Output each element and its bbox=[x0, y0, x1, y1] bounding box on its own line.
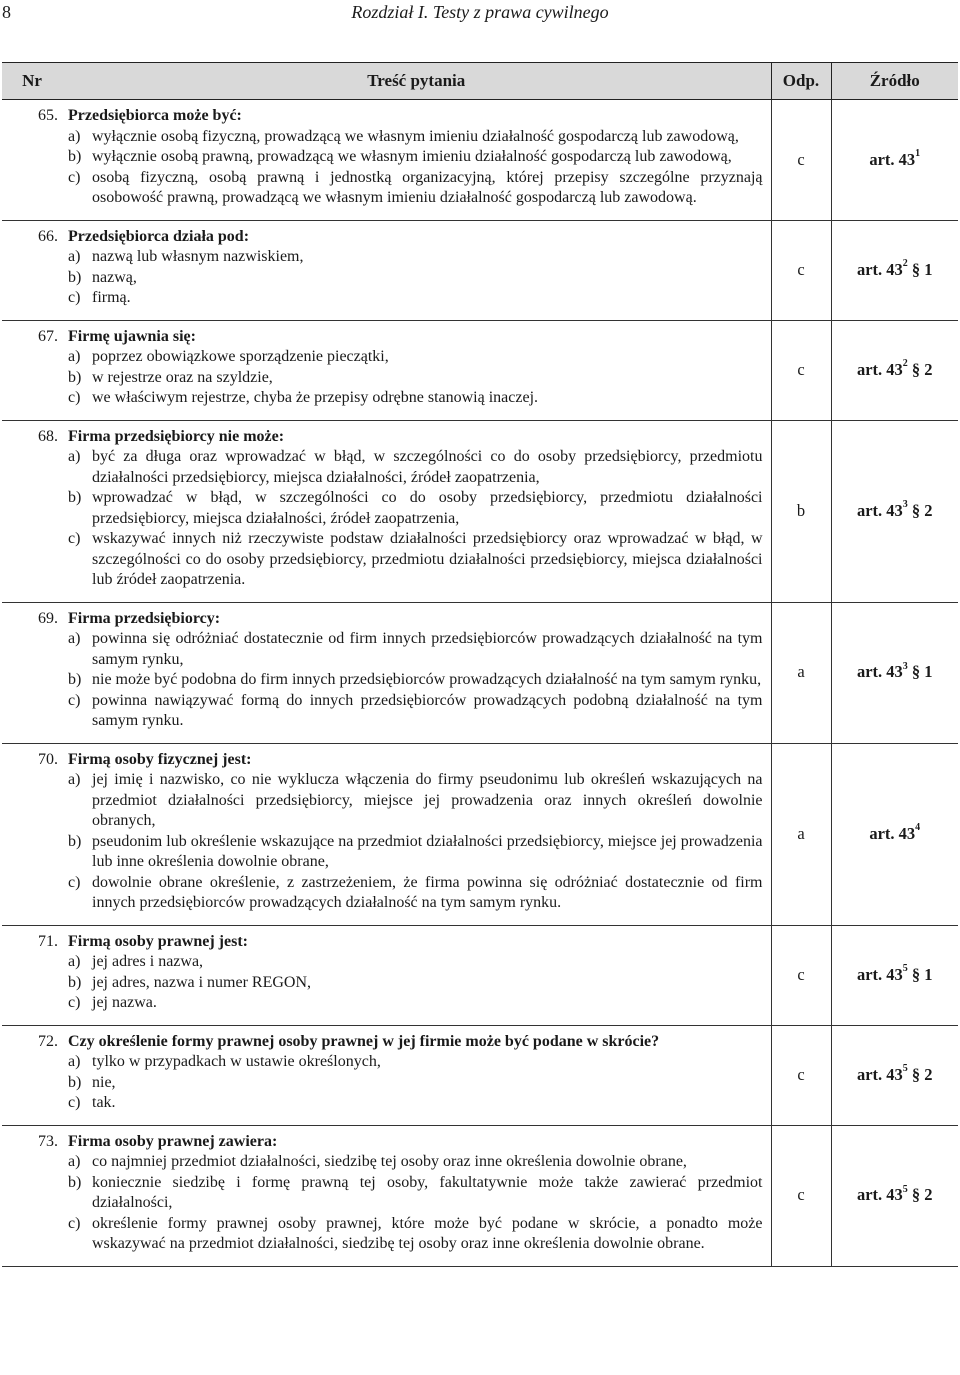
answer-option bbox=[68, 670, 763, 691]
option-text: co najmniej przedmiot działalności, siedzibę tej osoby oraz inne określenia dowolnie obrane, bbox=[92, 1153, 687, 1170]
question-text: Przedsiębiorca działa pod: bbox=[68, 227, 250, 245]
questions-table bbox=[2, 62, 958, 1267]
option-text: w rejestrze oraz na szyldzie, bbox=[92, 368, 273, 386]
source-superscript: 5 bbox=[902, 963, 908, 975]
option-text: poprzez obowiązkowe sporządzenie pieczątki, bbox=[92, 348, 389, 365]
table-row bbox=[2, 420, 958, 602]
option-text: koniecznie siedzibę i formę prawną tej osoby, fakultatywnie może także zawierać przedmiot działalności, bbox=[92, 1173, 763, 1211]
option-text: dowolnie obrane określenie, z zastrzeżeniem, że firma powinna się odróżniać dostatecznie od firm innych przedsiębiorców prowadzących działalność na tym samym rynku. bbox=[92, 873, 763, 911]
correct-answer: a bbox=[771, 743, 831, 925]
table-row bbox=[2, 220, 958, 320]
option-text: jej imię i nazwisko, co nie wyklucza włączenia do firmy pseudonimu lub określeń wskazujących na przedmiot działalności przedsiębiorcy, miejsce jej prowadzenia oraz innych określeń dowolnie obranych, bbox=[92, 771, 763, 829]
option-text: wskazywać innych niż rzeczywiste podstaw działalności przedsiębiorcy oraz wprowadzać w błąd, w szczególności co do osoby przedsiębiorcy, przedmiotu działalności przedsiębiorcy, miejsca działalności lub źródeł zaopatrzenia. bbox=[92, 530, 763, 588]
source-paragraph: § 1 bbox=[907, 259, 933, 279]
option-text: osobą fizyczną, osobą prawną i jednostką organizacyjną, której przepisy szczególne przyznają osobowość prawną, prowadzącą we własnym imieniu działalność gospodarczą lub zawodową. bbox=[92, 168, 763, 206]
source-article: art. 43 bbox=[856, 1064, 903, 1084]
header-question: Treść pytania bbox=[62, 63, 771, 100]
answer-option bbox=[68, 1052, 763, 1073]
option-letter: a) bbox=[68, 348, 81, 365]
correct-answer: b bbox=[771, 420, 831, 602]
answer-option bbox=[68, 488, 763, 529]
question-number: 71. bbox=[2, 925, 62, 1025]
option-letter: c) bbox=[68, 1214, 81, 1232]
option-text: określenie formy prawnej osoby prawnej, które może być podane w skrócie, a ponadto może wskazywać na przedmiot działalności, siedzibę tej osoby oraz inne określenia dowolnie obrane. bbox=[92, 1214, 763, 1252]
page-number: 8 bbox=[2, 2, 11, 22]
option-letter: a) bbox=[68, 1053, 81, 1070]
answer-option bbox=[68, 629, 763, 670]
question-number: 73. bbox=[2, 1125, 62, 1266]
option-letter: b) bbox=[68, 268, 82, 286]
correct-answer: c bbox=[771, 100, 831, 221]
table-row bbox=[2, 320, 958, 420]
option-text: nazwą, bbox=[92, 268, 137, 286]
question-content bbox=[62, 1025, 771, 1125]
answer-option bbox=[68, 1073, 763, 1094]
source-superscript: 2 bbox=[902, 358, 908, 370]
source-paragraph: § 2 bbox=[907, 1064, 933, 1084]
option-text: we właściwym rejestrze, chyba że przepisy odrębne stanowią inaczej. bbox=[92, 389, 539, 406]
answer-option bbox=[68, 529, 763, 591]
table-row bbox=[2, 602, 958, 743]
legal-source bbox=[831, 220, 958, 320]
legal-source bbox=[831, 320, 958, 420]
question-number: 66. bbox=[2, 220, 62, 320]
table-row bbox=[2, 743, 958, 925]
correct-answer: c bbox=[771, 220, 831, 320]
correct-answer: c bbox=[771, 1125, 831, 1266]
source-article: art. 43 bbox=[869, 149, 916, 169]
question-text: Firmą osoby prawnej jest: bbox=[68, 932, 248, 950]
header-source: Źródło bbox=[831, 63, 958, 100]
source-article: art. 43 bbox=[856, 359, 903, 379]
option-text: firmą. bbox=[92, 289, 131, 306]
question-text: Firma przedsiębiorcy nie może: bbox=[68, 427, 285, 445]
correct-answer: a bbox=[771, 602, 831, 743]
option-letter: b) bbox=[68, 832, 82, 850]
source-paragraph: § 2 bbox=[907, 1185, 933, 1205]
option-letter: c) bbox=[68, 168, 81, 186]
answer-option bbox=[68, 347, 763, 368]
answer-option bbox=[68, 1093, 763, 1114]
option-letter: c) bbox=[68, 873, 81, 891]
option-text: wyłącznie osobą fizyczną, prowadzącą we własnym imieniu działalność gospodarczą lub zawodową, bbox=[92, 127, 739, 145]
option-letter: a) bbox=[68, 248, 81, 265]
legal-source bbox=[831, 100, 958, 221]
answer-option bbox=[68, 1214, 763, 1255]
source-superscript: 1 bbox=[915, 148, 921, 159]
option-letter: a) bbox=[68, 771, 81, 788]
source-superscript: 2 bbox=[902, 258, 908, 270]
table-header-row bbox=[2, 63, 958, 100]
correct-answer: c bbox=[771, 1025, 831, 1125]
option-text: nie, bbox=[92, 1073, 116, 1091]
answer-option bbox=[68, 388, 763, 409]
legal-source bbox=[831, 1025, 958, 1125]
legal-source bbox=[831, 1125, 958, 1266]
question-text: Firmę ujawnia się: bbox=[68, 327, 196, 345]
table-row bbox=[2, 100, 958, 221]
answer-option bbox=[68, 1152, 763, 1173]
question-content bbox=[62, 100, 771, 221]
option-letter: b) bbox=[68, 489, 82, 506]
option-letter: c) bbox=[68, 1094, 81, 1111]
source-article: art. 43 bbox=[869, 823, 916, 843]
question-number: 68. bbox=[2, 420, 62, 602]
answer-option bbox=[68, 832, 763, 873]
answer-option bbox=[68, 1173, 763, 1214]
option-text: wprowadzać w błąd, w szczególności co do osoby przedsiębiorcy, przedmiotu działalności przedsiębiorcy, miejsca działalności, źródeł zaopatrzenia, bbox=[92, 489, 763, 527]
option-text: nazwą lub własnym nazwiskiem, bbox=[92, 248, 304, 265]
source-paragraph: § 2 bbox=[907, 500, 933, 520]
questions-body bbox=[2, 100, 958, 1267]
answer-option bbox=[68, 770, 763, 832]
source-article: art. 43 bbox=[856, 1185, 903, 1205]
option-letter: b) bbox=[68, 671, 82, 688]
source-paragraph: § 2 bbox=[907, 359, 933, 379]
option-text: powinna nawiązywać formą do innych przedsiębiorców prowadzących podobną działalność na tym samym rynku. bbox=[92, 691, 763, 729]
option-letter: c) bbox=[68, 289, 81, 306]
correct-answer: c bbox=[771, 320, 831, 420]
option-letter: a) bbox=[68, 953, 81, 970]
question-number: 65. bbox=[2, 100, 62, 221]
question-number: 72. bbox=[2, 1025, 62, 1125]
running-head bbox=[0, 0, 960, 30]
header-nr: Nr bbox=[2, 63, 62, 100]
legal-source bbox=[831, 602, 958, 743]
chapter-title: Rozdział I. Testy z prawa cywilnego bbox=[351, 2, 609, 22]
table-row bbox=[2, 1125, 958, 1266]
question-text: Firma osoby prawnej zawiera: bbox=[68, 1132, 278, 1150]
option-text: jej adres, nazwa i numer REGON, bbox=[92, 973, 312, 991]
question-content bbox=[62, 320, 771, 420]
question-text: Firmą osoby fizycznej jest: bbox=[68, 750, 252, 768]
source-superscript: 3 bbox=[902, 660, 908, 672]
question-number: 70. bbox=[2, 743, 62, 925]
correct-answer: c bbox=[771, 925, 831, 1025]
option-letter: c) bbox=[68, 691, 81, 709]
question-content bbox=[62, 220, 771, 320]
option-letter: b) bbox=[68, 368, 82, 386]
option-letter: b) bbox=[68, 1073, 82, 1091]
legal-source bbox=[831, 420, 958, 602]
option-text: jej nazwa. bbox=[92, 994, 157, 1011]
source-article: art. 43 bbox=[856, 259, 903, 279]
answer-option bbox=[68, 247, 763, 268]
answer-option bbox=[68, 993, 763, 1014]
question-number: 67. bbox=[2, 320, 62, 420]
source-superscript: 5 bbox=[902, 1063, 908, 1075]
table-row bbox=[2, 925, 958, 1025]
option-text: tylko w przypadkach w ustawie określonych, bbox=[92, 1053, 381, 1070]
option-text: jej adres i nazwa, bbox=[92, 953, 204, 970]
answer-option bbox=[68, 127, 763, 148]
option-letter: a) bbox=[68, 630, 81, 647]
answer-option bbox=[68, 288, 763, 309]
answer-option bbox=[68, 691, 763, 732]
option-letter: a) bbox=[68, 1153, 81, 1170]
source-article: art. 43 bbox=[856, 964, 903, 984]
option-text: tak. bbox=[92, 1094, 116, 1111]
answer-option bbox=[68, 268, 763, 289]
option-text: pseudonim lub określenie wskazujące na przedmiot działalności przedsiębiorcy, miejsce jej prowadzenia lub inne określenia dowolnie obrane, bbox=[92, 832, 763, 870]
answer-option bbox=[68, 168, 763, 209]
option-text: wyłącznie osobą prawną, prowadzącą we własnym imieniu działalność gospodarczą lub zawodową, bbox=[92, 148, 732, 165]
source-article: art. 43 bbox=[856, 500, 903, 520]
option-text: nie może być podobna do firm innych przedsiębiorców prowadzących działalność na tym samym rynku, bbox=[92, 671, 762, 688]
option-letter: b) bbox=[68, 148, 82, 165]
question-text: Firma przedsiębiorcy: bbox=[68, 609, 221, 627]
option-letter: b) bbox=[68, 973, 82, 991]
option-text: być za długa oraz wprowadzać w błąd, w szczególności co do osoby przedsiębiorcy, przedmiotu działalności przedsiębiorcy, miejsca działalności, źródeł zaopatrzenia, bbox=[92, 448, 763, 486]
question-text: Czy określenie formy prawnej osoby prawnej w jej firmie może być podane w skrócie? bbox=[68, 1032, 660, 1050]
question-content bbox=[62, 420, 771, 602]
option-letter: a) bbox=[68, 127, 81, 145]
question-content bbox=[62, 602, 771, 743]
answer-option bbox=[68, 368, 763, 389]
source-paragraph: § 1 bbox=[907, 662, 933, 682]
source-superscript: 4 bbox=[915, 822, 921, 834]
header-answer: Odp. bbox=[771, 63, 831, 100]
option-letter: a) bbox=[68, 448, 81, 465]
option-text: powinna się odróżniać dostatecznie od firm innych przedsiębiorców prowadzących działalność na tym samym rynku, bbox=[92, 630, 763, 668]
question-content bbox=[62, 925, 771, 1025]
answer-option bbox=[68, 447, 763, 488]
legal-source bbox=[831, 743, 958, 925]
table-row bbox=[2, 1025, 958, 1125]
question-content bbox=[62, 1125, 771, 1266]
option-letter: c) bbox=[68, 994, 81, 1011]
answer-option bbox=[68, 147, 763, 168]
source-article: art. 43 bbox=[856, 662, 903, 682]
question-number: 69. bbox=[2, 602, 62, 743]
answer-option bbox=[68, 873, 763, 914]
option-letter: b) bbox=[68, 1173, 82, 1191]
source-superscript: 3 bbox=[902, 499, 908, 511]
question-content bbox=[62, 743, 771, 925]
source-superscript: 5 bbox=[902, 1183, 908, 1195]
answer-option bbox=[68, 952, 763, 973]
legal-source bbox=[831, 925, 958, 1025]
option-letter: c) bbox=[68, 530, 81, 547]
option-letter: c) bbox=[68, 389, 81, 406]
answer-option bbox=[68, 973, 763, 994]
source-paragraph: § 1 bbox=[907, 964, 933, 984]
question-text: Przedsiębiorca może być: bbox=[68, 107, 242, 124]
